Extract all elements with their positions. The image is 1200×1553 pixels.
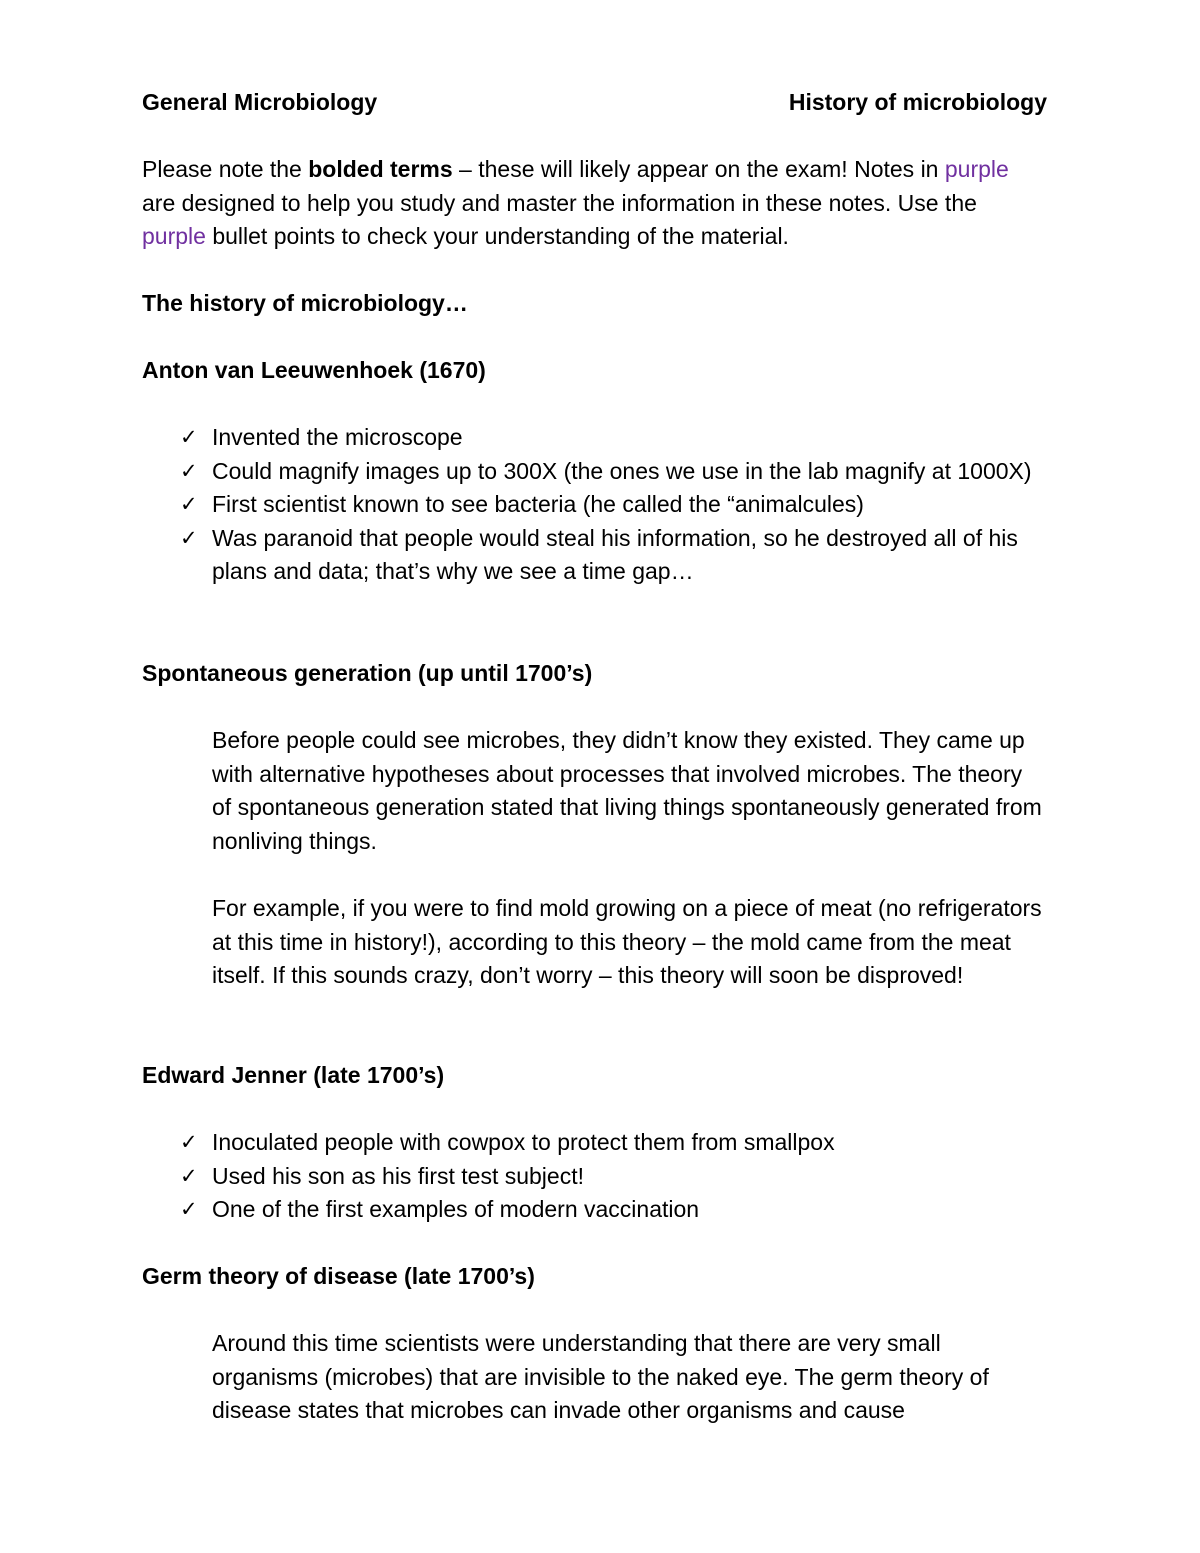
intro-bold-terms: bolded terms — [308, 156, 453, 182]
spontaneous-paragraph-2: For example, if you were to find mold growing on a piece of meat (no refrigerators at this time in history!), according to this theory – the mold came from the meat itself. If this sounds crazy, don’t worry – this theory will soon be disproved! — [212, 895, 1042, 989]
jenner-heading: Edward Jenner (late 1700’s) — [142, 1062, 445, 1088]
intro-purple-word-2: purple — [142, 223, 206, 250]
jenner-list — [142, 1126, 1047, 1227]
intro-text-4: bullet points to check your understanding of the material. — [205, 223, 789, 250]
list-item: ✓ Could magnify images up to 300X (the ones we use in the lab magnify at 1000X) — [142, 455, 1047, 489]
checkmark-icon: ✓ — [180, 1130, 198, 1154]
leeuwenhoek-heading — [142, 354, 1047, 388]
checkmark-icon: ✓ — [180, 1197, 198, 1222]
spontaneous-heading: Spontaneous generation (up until 1700’s) — [142, 660, 593, 686]
intro-text-2: – these will likely appear on the exam! Notes in — [452, 156, 945, 182]
list-item: ✓ First scientist known to see bacteria (he called the “animalcules) — [142, 488, 1047, 522]
checkmark-icon: ✓ — [180, 492, 198, 517]
intro-text-3: are designed to help you study and master the information in these notes. Use the — [142, 189, 977, 216]
list-item: ✓ Was paranoid that people would steal his information, so he destroyed all of his plans and data; that’s why we see a time gap… — [142, 522, 1047, 589]
germ-theory-paragraph: Around this time scientists were understanding that there are very small organisms (microbes) that are invisible to the naked eye. The germ theory of disease states that microbes can invade other organisms and cause — [212, 1330, 989, 1424]
list-item: ✓ Invented the microscope — [142, 421, 1047, 455]
leeuwenhoek-list — [142, 421, 1047, 589]
intro-purple-word-1: purple — [944, 156, 1009, 182]
header-topic-title: History of microbiology — [788, 89, 1047, 115]
list-item: ✓ Inoculated people with cowpox to protect them from smallpox — [142, 1126, 1047, 1160]
main-heading: The history of microbiology… — [142, 290, 468, 316]
checkmark-icon: ✓ — [180, 425, 198, 449]
checkmark-icon: ✓ — [180, 458, 198, 483]
list-item: ✓ One of the first examples of modern vaccination — [142, 1193, 1047, 1227]
checkmark-icon: ✓ — [180, 1163, 198, 1188]
spontaneous-paragraph-1: Before people could see microbes, they didn’t know they existed. They came up with alternative hypotheses about processes that involved microbes. The theory of spontaneous generation stated that living things spontaneously generated from nonliving things. — [212, 727, 1042, 854]
germ-theory-heading: Germ theory of disease (late 1700’s) — [142, 1263, 535, 1289]
checkmark-icon: ✓ — [180, 525, 198, 550]
leeuwenhoek-name: Anton van Leeuwenhoek — [142, 357, 413, 383]
intro-paragraph — [142, 153, 1047, 254]
header-course-title: General Microbiology — [142, 89, 378, 115]
list-item: ✓ Used his son as his first test subject! — [142, 1160, 1047, 1194]
page-header — [142, 86, 1047, 120]
intro-text-1: Please note the — [142, 156, 309, 182]
leeuwenhoek-year: (1670) — [412, 357, 486, 383]
